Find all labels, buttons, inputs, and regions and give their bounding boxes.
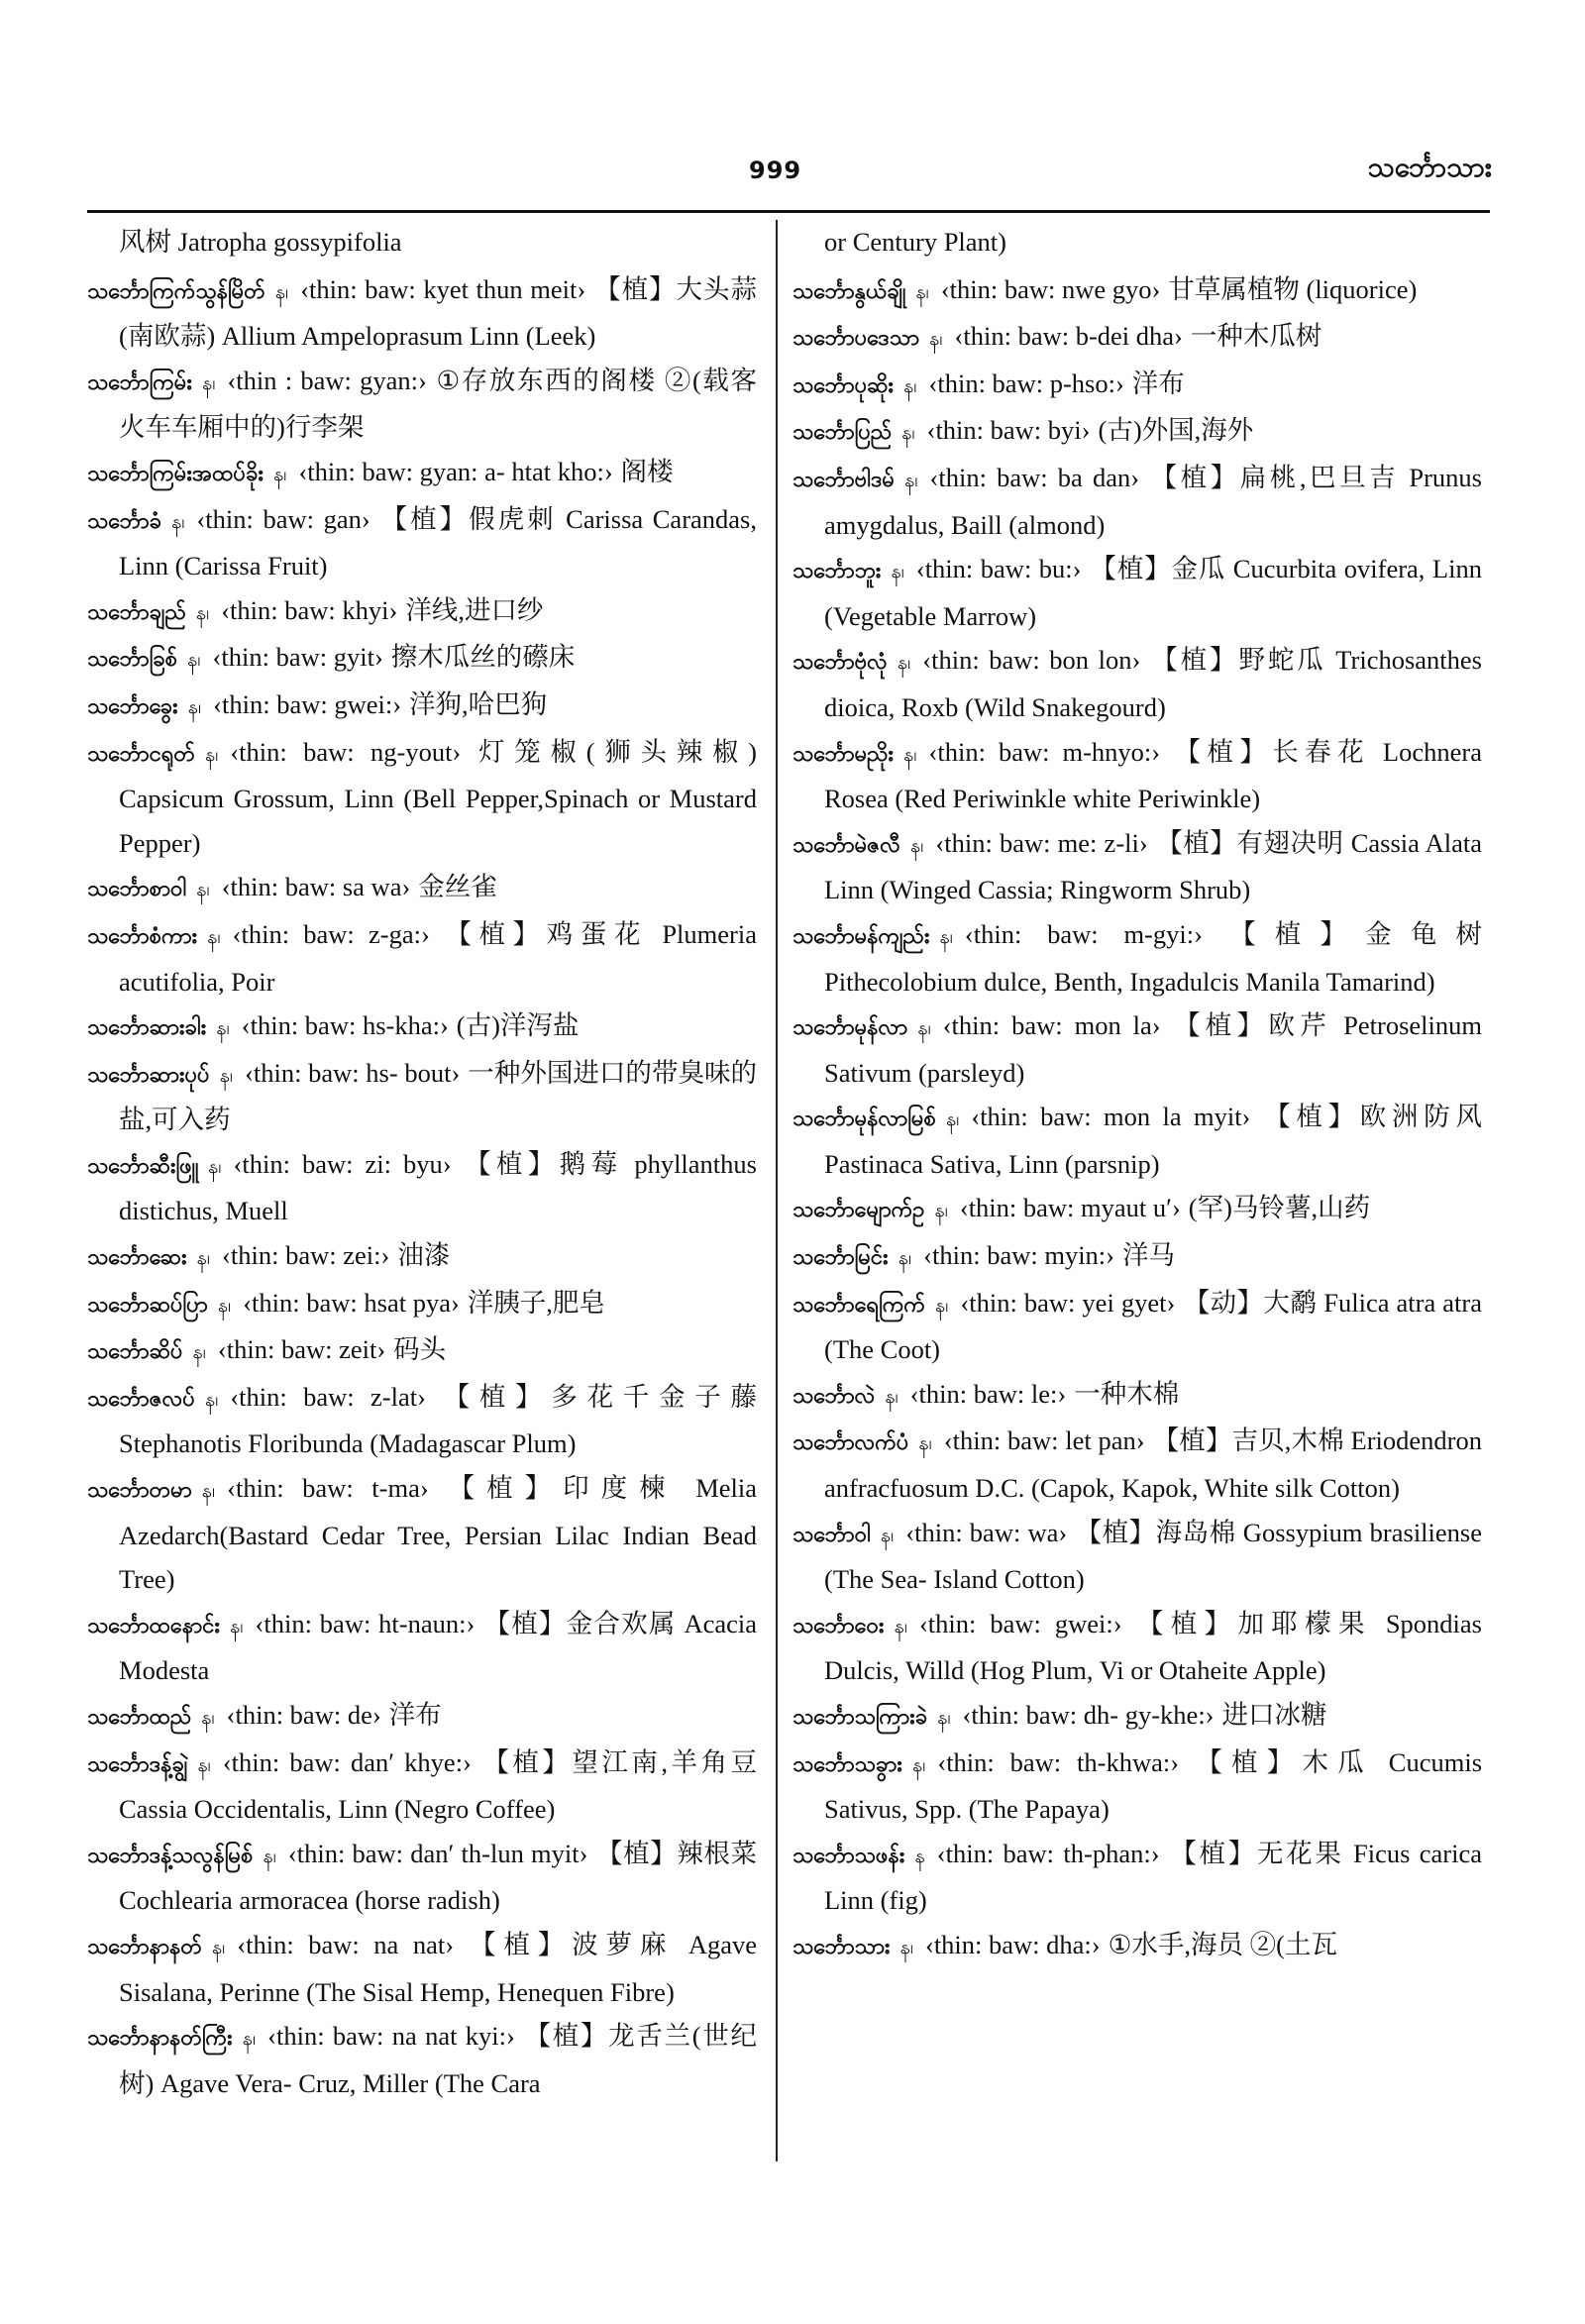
dictionary-entry xyxy=(792,1693,1482,1741)
entry-pronunciation: ‹thin: baw: byi› xyxy=(926,415,1091,446)
entry-part-of-speech: န၊ xyxy=(242,2026,257,2051)
entry-headword: သင်္ဘောဆီးဖြူ xyxy=(87,1153,199,1179)
entry-pronunciation: ‹thin: baw: let pan› xyxy=(943,1426,1145,1456)
entry-pronunciation: ‹thin: baw: myaut u′› xyxy=(959,1193,1181,1223)
entry-part-of-speech: န၊ xyxy=(934,1198,948,1222)
dictionary-entry xyxy=(87,1832,757,1923)
entry-definition: 【植】龙舌兰(世纪树) Agave Vera- Cruz, Miller (The Cara xyxy=(119,2021,757,2098)
entry-pronunciation: ‹thin: baw: gan› xyxy=(196,503,370,534)
entry-pronunciation: ‹thin: baw: t-ma› xyxy=(227,1473,429,1504)
entry-definition: 一种木瓜树 xyxy=(1190,321,1322,352)
entry-pronunciation: ‹thin: baw: khyi› xyxy=(221,594,398,625)
entry-definition: (古)洋泻盐 xyxy=(456,1010,580,1041)
entry-pronunciation: ‹thin: baw: gwei:› xyxy=(213,688,402,719)
entry-part-of-speech: န၊ xyxy=(880,1522,895,1546)
entry-definition: 【植】扁桃,巴旦吉 Prunus amygdalus, Baill (almond) xyxy=(824,462,1482,540)
dictionary-entry xyxy=(87,1741,757,1832)
entry-definition: 【动】大鹬 Fulica atra atra (The Coot) xyxy=(824,1287,1482,1365)
dictionary-entry xyxy=(792,1372,1482,1420)
entry-definition: or Century Plant) xyxy=(824,227,1006,257)
entry-headword: သင်္ဘောခွေး xyxy=(87,693,178,719)
entry-definition: 甘草属植物 (liquorice) xyxy=(1168,273,1418,304)
dictionary-entry xyxy=(87,635,757,683)
entry-headword: သင်္ဘောရေကြက် xyxy=(792,1292,925,1318)
entry-pronunciation: ‹thin: baw: na nat› xyxy=(237,1929,455,1959)
entry-definition: 一种木棉 xyxy=(1074,1378,1180,1409)
right-column xyxy=(792,220,1482,1970)
dictionary-entry xyxy=(792,1419,1482,1510)
entry-headword: သင်္ဘောမျောက်ဥ xyxy=(792,1198,925,1223)
entry-definition: ①水手,海员 ②(土瓦 xyxy=(1108,1929,1337,1959)
entry-part-of-speech: န၊ xyxy=(197,1751,211,1776)
entry-part-of-speech: န၊ xyxy=(915,278,929,303)
entry-definition: 金丝雀 xyxy=(418,872,497,902)
entry-definition: 【植】印度楝 Melia Azedarch(Bastard Cedar Tree, Persian Lilac Indian Bead Tree) xyxy=(119,1473,758,1595)
entry-part-of-speech: န၊ xyxy=(909,832,924,857)
entry-part-of-speech: န၊ xyxy=(272,461,287,485)
entry-pronunciation: ‹thin: baw: ht-naun:› xyxy=(255,1608,476,1638)
entry-part-of-speech: န၊ xyxy=(929,326,943,351)
entry-pronunciation: ‹thin: baw: dha:› xyxy=(925,1929,1101,1959)
entry-definition: 洋布 xyxy=(1131,368,1185,398)
dictionary-entry xyxy=(87,1375,757,1466)
dictionary-entry xyxy=(87,1923,757,2014)
dictionary-entry xyxy=(87,730,757,866)
entry-pronunciation: ‹thin: baw: hsat pya› xyxy=(243,1287,460,1318)
entry-definition: 【植】有翅决明 Cassia Alata Linn (Winged Cassia; Ringworm Shrub) xyxy=(824,827,1482,905)
dictionary-entry xyxy=(792,1281,1482,1372)
entry-part-of-speech: န၊ xyxy=(898,1245,912,1270)
entry-pronunciation: ‹thin: baw: hs- bout› xyxy=(245,1057,461,1088)
entry-headword: သင်္ဘောခြစ် xyxy=(87,647,178,673)
entry-definition: 【植】吉贝,木棉 Eriodendron anfracfuosum D.C. (Capok, Kapok, White silk Cotton) xyxy=(824,1426,1482,1504)
entry-headword: သင်္ဘောဒန့်သလွန်မြစ် xyxy=(87,1843,254,1868)
entry-definition: ①存放东西的阁楼 ②(载客火车车厢中的)行李架 xyxy=(119,365,757,443)
entry-headword: သင်္ဘောဇလပ် xyxy=(87,1386,195,1412)
entry-headword: သင်္ဘောချည် xyxy=(87,599,186,625)
dictionary-entry xyxy=(87,2014,757,2105)
dictionary-entry xyxy=(792,1004,1482,1095)
entry-definition: 风树 Jatropha gossypifolia xyxy=(119,227,402,257)
dictionary-entry xyxy=(87,1281,757,1328)
entry-definition: 洋线,进口纱 xyxy=(405,594,544,625)
entry-headword: သင်္ဘောနာနတ် xyxy=(87,1934,202,1959)
entry-definition: 【植】大头蒜(南欧蒜) Allium Ampeloprasum Linn (Leek) xyxy=(119,273,757,352)
entry-pronunciation: ‹thin: baw: na nat kyi:› xyxy=(267,2021,515,2052)
entry-definition: 【植】金合欢属 Acacia Modesta xyxy=(119,1608,757,1686)
entry-headword: သင်္ဘောမန်ကျည်း xyxy=(792,923,930,949)
entry-headword: သင်္ဘောသဖန်း xyxy=(792,1843,905,1868)
column-divider xyxy=(776,220,778,2162)
entry-part-of-speech: န၊ xyxy=(201,370,216,394)
dictionary-entry xyxy=(87,267,757,359)
entry-headword: သင်္ဘောတမာ xyxy=(87,1478,192,1504)
dictionary-entry xyxy=(792,1923,1482,1970)
entry-part-of-speech: န၊ xyxy=(918,1430,932,1455)
entry-headword: သင်္ဘောဆားပုပ် xyxy=(87,1062,210,1088)
entry-pronunciation: ‹thin: baw: yei gyet› xyxy=(960,1287,1176,1318)
entry-part-of-speech: န၊ xyxy=(201,1478,216,1503)
entry-part-of-speech: န၊ xyxy=(208,1153,222,1178)
entry-pronunciation: ‹thin: baw: mon la myit› xyxy=(971,1102,1251,1132)
entry-part-of-speech: န၊ xyxy=(901,420,915,445)
header-rule xyxy=(87,210,1490,213)
entry-headword: သင်္ဘောသား xyxy=(792,1934,891,1959)
entry-pronunciation: ‹thin: baw: dan′ khye:› xyxy=(222,1746,472,1777)
running-head: သင်္ဘောသား xyxy=(1367,151,1492,183)
entry-part-of-speech: န၊ xyxy=(196,1245,211,1270)
dictionary-entry xyxy=(87,497,757,588)
entry-pronunciation: ‹thin: baw: z-ga:› xyxy=(232,918,430,949)
entry-part-of-speech: န၊ xyxy=(937,1705,951,1729)
entry-headword: သင်္ဘောပုဆိုး xyxy=(792,372,894,398)
entry-pronunciation: ‹thin: baw: hs-kha:› xyxy=(241,1010,449,1041)
entry-headword: သင်္ဘောထနောင်း xyxy=(87,1613,221,1638)
entry-headword: သင်္ဘောမြင်း xyxy=(792,1245,889,1271)
dictionary-entry xyxy=(792,456,1482,547)
entry-part-of-speech: န၊ xyxy=(170,508,185,533)
dictionary-entry xyxy=(792,314,1482,362)
entry-part-of-speech: န xyxy=(914,1843,925,1867)
entry-definition: 【植】鹅莓 phyllanthus distichus, Muell xyxy=(119,1148,757,1226)
entry-pronunciation: ‹thin: baw: kyet thun meit› xyxy=(300,273,586,304)
entry-pronunciation: ‹thin: baw: b-dei dha› xyxy=(954,321,1183,352)
entry-pronunciation: ‹thin: baw: nwe gyo› xyxy=(940,273,1161,304)
entry-part-of-speech: န၊ xyxy=(885,1383,898,1408)
entry-part-of-speech: န၊ xyxy=(204,741,219,766)
entry-headword: သင်္ဘောကြမ်းအထပ်ခိုး xyxy=(87,461,264,486)
entry-part-of-speech: န၊ xyxy=(903,372,917,397)
entry-headword: သင်္ဘောဆပ်ပြာ xyxy=(87,1292,208,1318)
entry-pronunciation: ‹thin: baw: dan′ th-lun myit› xyxy=(287,1838,588,1868)
entry-part-of-speech: န၊ xyxy=(230,1613,244,1637)
entry-definition: 【植】多花千金子藤 Stephanotis Floribunda (Madagascar Plum) xyxy=(119,1381,758,1459)
entry-part-of-speech: န၊ xyxy=(903,741,917,766)
entry-definition: 【植】金瓜 Cucurbita ovifera, Linn (Vegetable Marrow) xyxy=(824,554,1482,631)
entry-definition: 【植】波萝麻 Agave Sisalana, Perinne (The Sisal Hemp, Henequen Fibre) xyxy=(119,1929,757,2007)
entry-part-of-speech: န၊ xyxy=(196,877,210,901)
entry-headword: သင်္ဘောစံကား xyxy=(87,923,198,949)
entry-definition: 阁楼 xyxy=(620,456,674,486)
entry-definition: 【植】欧洲防风 Pastinaca Sativa, Linn (parsnip) xyxy=(824,1102,1482,1179)
entry-headword: သင်္ဘောဘူး xyxy=(792,559,882,584)
entry-part-of-speech: န၊ xyxy=(211,1934,226,1958)
dictionary-entry xyxy=(87,588,757,636)
entry-part-of-speech: န၊ xyxy=(216,1015,230,1040)
entry-definition: 擦木瓜丝的礤床 xyxy=(390,642,576,673)
entry-definition: 【植】假虎刺 Carissa Carandas, Linn (Carissa Fruit) xyxy=(119,503,757,581)
entry-headword: သင်္ဘောဆားခါး xyxy=(87,1015,207,1041)
entry-pronunciation: ‹thin: baw: zi: byu› xyxy=(233,1148,452,1179)
entry-definition: (罕)马铃薯,山药 xyxy=(1188,1193,1371,1223)
dictionary-entry xyxy=(792,1233,1482,1281)
entry-pronunciation: ‹thin: baw: m-gyi:› xyxy=(964,918,1203,949)
entry-part-of-speech: န၊ xyxy=(204,1386,219,1411)
entry-pronunciation: ‹thin: baw: wa› xyxy=(905,1517,1068,1547)
entry-headword: သင်္ဘောဝေး xyxy=(792,1613,885,1638)
entry-definition: 洋胰子,肥皂 xyxy=(467,1287,605,1318)
entry-part-of-speech: န၊ xyxy=(201,1705,215,1729)
entry-pronunciation: ‹thin: baw: th-khwa:› xyxy=(937,1746,1180,1777)
entry-pronunciation: ‹thin: baw: le:› xyxy=(909,1378,1067,1409)
entry-pronunciation: ‹thin: baw: me: z-li› xyxy=(935,827,1148,858)
entry-headword: သင်္ဘောကြမ်း xyxy=(87,370,192,395)
entry-part-of-speech: န၊ xyxy=(899,1934,913,1958)
left-column xyxy=(87,220,757,2105)
entry-definition: 洋布 xyxy=(388,1700,442,1730)
dictionary-entry xyxy=(87,359,757,450)
entry-headword: သင်္ဘောသခွား xyxy=(792,1751,902,1777)
entry-definition: 一种外国进口的带臭味的盐,可入药 xyxy=(119,1057,758,1135)
dictionary-entry xyxy=(87,1602,757,1693)
entry-pronunciation: ‹thin: baw: m-hnyo:› xyxy=(928,736,1161,767)
dictionary-entry xyxy=(792,912,1482,1004)
entry-part-of-speech: န၊ xyxy=(263,1843,276,1867)
entry-part-of-speech: န၊ xyxy=(894,1613,907,1637)
entry-headword: သင်္ဘောဆိပ် xyxy=(87,1339,183,1365)
dictionary-entry xyxy=(87,912,757,1004)
dictionary-entry xyxy=(792,1511,1482,1602)
entry-definition: 灯笼椒(狮头辣椒) Capsicum Grossum, Linn (Bell Pepper,Spinach or Mustard Pepper) xyxy=(119,736,757,858)
entry-part-of-speech: န၊ xyxy=(911,1751,926,1776)
entry-definition: 码头 xyxy=(393,1334,447,1365)
entry-pronunciation: ‹thin: baw: gwei:› xyxy=(918,1608,1122,1638)
entry-definition: 【植】木瓜 Cucumis Sativus, Spp. (The Papaya) xyxy=(824,1746,1483,1825)
entry-pronunciation: ‹thin: baw: bon lon› xyxy=(922,645,1141,676)
dictionary-entry xyxy=(87,683,757,730)
entry-headword: သင်္ဘောကြက်သွန်မြိတ် xyxy=(87,278,265,304)
entry-part-of-speech: န၊ xyxy=(187,647,201,672)
entry-definition: 【植】野蛇瓜 Trichosanthes dioica, Roxb (Wild Snakegourd) xyxy=(824,645,1482,722)
entry-headword: သင်္ဘောမညိုး xyxy=(792,741,895,767)
entry-part-of-speech: န၊ xyxy=(195,599,210,624)
dictionary-entry xyxy=(87,1693,757,1741)
dictionary-entry xyxy=(792,1741,1482,1832)
entry-part-of-speech: န၊ xyxy=(945,1107,960,1131)
dictionary-entry xyxy=(792,267,1482,315)
dictionary-entry xyxy=(792,547,1482,638)
entry-definition: 【植】辣根菜 Cochlearia armoracea (horse radish) xyxy=(119,1838,757,1916)
entry-part-of-speech: န၊ xyxy=(274,278,289,303)
dictionary-entry xyxy=(792,821,1482,912)
entry-pronunciation: ‹thin: baw: th-phan:› xyxy=(936,1838,1160,1868)
page-number: 999 xyxy=(749,157,802,184)
entry-pronunciation: ‹thin: baw: z-lat› xyxy=(230,1381,426,1412)
entry-definition: 进口冰糖 xyxy=(1221,1700,1327,1730)
entry-headword: သင်္ဘောပဒေသာ xyxy=(792,326,920,352)
entry-headword: သင်္ဘောဆေး xyxy=(87,1245,187,1271)
entry-headword: သင်္ဘောသကြားခဲ xyxy=(792,1705,928,1730)
entry-pronunciation: ‹thin : baw: gyan:› xyxy=(227,365,427,395)
entry-pronunciation: ‹thin: baw: myin:› xyxy=(923,1240,1114,1271)
entry-headword: သင်္ဘောစာဝါ xyxy=(87,877,187,902)
entry-headword: သင်္ဘောနွယ်ချို xyxy=(792,278,906,304)
entry-part-of-speech: န၊ xyxy=(934,1292,949,1317)
entry-definition: 【植】欧芹 Petroselinum Sativum (parsleyd) xyxy=(824,1010,1482,1088)
entry-pronunciation: ‹thin: baw: mon la› xyxy=(942,1010,1161,1041)
dictionary-entry xyxy=(792,1095,1482,1186)
entry-definition: 【植】望江南,羊角豆 Cassia Occidentalis, Linn (Negro Coffee) xyxy=(119,1746,758,1825)
dictionary-entry xyxy=(87,1142,757,1233)
dictionary-entry xyxy=(792,730,1482,821)
entry-part-of-speech: န၊ xyxy=(897,650,911,675)
dictionary-entry xyxy=(792,1602,1482,1693)
dictionary-entry xyxy=(792,638,1482,729)
dictionary-entry xyxy=(87,1004,757,1051)
entry-part-of-speech: န၊ xyxy=(939,923,953,948)
entry-part-of-speech: န၊ xyxy=(217,1292,232,1317)
entry-definition: 【植】长春花 Lochnera Rosea (Red Periwinkle white Periwinkle) xyxy=(824,736,1482,814)
entry-definition: 洋狗,哈巴狗 xyxy=(409,688,548,719)
dictionary-entry xyxy=(792,1186,1482,1233)
entry-headword: သင်္ဘောမဲဇလီ xyxy=(792,832,900,858)
entry-part-of-speech: န၊ xyxy=(219,1062,234,1087)
entry-definition: 洋马 xyxy=(1122,1240,1175,1271)
entry-definition: 油漆 xyxy=(397,1240,451,1271)
entry-pronunciation: ‹thin: baw: gyan: a- htat kho:› xyxy=(298,456,613,486)
entry-definition: (古)外国,海外 xyxy=(1098,415,1254,446)
entry-part-of-speech: န၊ xyxy=(187,693,202,718)
entry-part-of-speech: န၊ xyxy=(207,923,221,948)
entry-pronunciation: ‹thin: baw: de› xyxy=(226,1700,381,1730)
dictionary-entry xyxy=(792,362,1482,409)
entry-pronunciation: ‹thin: baw: ba dan› xyxy=(929,462,1140,492)
dictionary-entry xyxy=(792,408,1482,456)
entry-headword: သင်္ဘောဝါ xyxy=(792,1522,871,1547)
entry-headword: သင်္ဘောငရုတ် xyxy=(87,741,195,767)
entry-part-of-speech: န၊ xyxy=(192,1339,206,1364)
entry-part-of-speech: န၊ xyxy=(891,559,904,583)
entry-headword: သင်္ဘောမုန်လာ xyxy=(792,1015,908,1041)
dictionary-entry xyxy=(792,1832,1482,1923)
entry-headword: သင်္ဘောမုန်လာမြစ် xyxy=(792,1107,936,1132)
entry-headword: သင်္ဘောခံ xyxy=(87,508,161,534)
dictionary-entry xyxy=(792,220,1482,267)
entry-headword: သင်္ဘောဗါဒမ် xyxy=(792,467,895,492)
entry-headword: သင်္ဘောလက်ပံ xyxy=(792,1430,909,1456)
entry-definition: 【植】金龟树 Pithecolobium dulce, Benth, Ingadulcis Manila Tamarind) xyxy=(824,918,1482,997)
entry-pronunciation: ‹thin: baw: gyit› xyxy=(212,642,383,673)
entry-headword: သင်္ဘောဒန့်ချွဲ xyxy=(87,1751,188,1777)
entry-definition: 【植】海岛棉 Gossypium brasiliense (The Sea- Island Cotton) xyxy=(824,1517,1482,1595)
entry-headword: သင်္ဘောနာနတ်ကြီး xyxy=(87,2026,233,2052)
entry-pronunciation: ‹thin: baw: ng-yout› xyxy=(230,736,462,767)
entry-pronunciation: ‹thin: baw: dh- gy-khe:› xyxy=(962,1700,1215,1730)
entry-pronunciation: ‹thin: baw: zei:› xyxy=(222,1240,390,1271)
entry-definition: 【植】加耶檬果 Spondias Dulcis, Willd (Hog Plum, Vi or Otaheite Apple) xyxy=(824,1608,1482,1686)
entry-pronunciation: ‹thin: baw: bu:› xyxy=(915,554,1082,584)
entry-part-of-speech: န၊ xyxy=(904,467,918,491)
entry-pronunciation: ‹thin: baw: sa wa› xyxy=(221,872,411,902)
entry-part-of-speech: န၊ xyxy=(917,1015,931,1040)
entry-headword: သင်္ဘောလဲ xyxy=(792,1383,876,1409)
dictionary-entry xyxy=(87,1466,757,1602)
entry-headword: သင်္ဘောဗုံလုံ xyxy=(792,650,888,676)
entry-pronunciation: ‹thin: baw: p-hso:› xyxy=(928,368,1124,398)
dictionary-entry xyxy=(87,1233,757,1281)
dictionary-entry xyxy=(87,1327,757,1375)
entry-headword: သင်္ဘောထည် xyxy=(87,1705,192,1730)
entry-headword: သင်္ဘောပြည် xyxy=(792,420,893,446)
dictionary-entry xyxy=(87,1051,757,1142)
dictionary-entry xyxy=(87,865,757,912)
dictionary-entry xyxy=(87,220,757,267)
entry-definition: 【植】无花果 Ficus carica Linn (fig) xyxy=(824,1838,1482,1916)
entry-definition: 【植】鸡蛋花 Plumeria acutifolia, Poir xyxy=(119,918,757,997)
dictionary-entry xyxy=(87,450,757,497)
entry-pronunciation: ‹thin: baw: zeit› xyxy=(217,1334,386,1365)
